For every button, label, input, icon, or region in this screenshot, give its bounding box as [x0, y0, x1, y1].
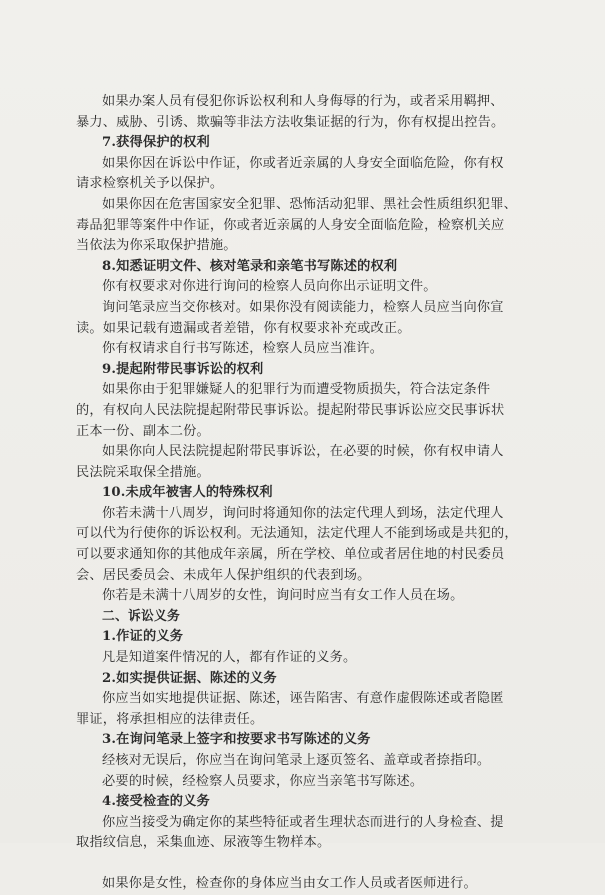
text-line: 如果你因在危害国家安全犯罪、恐怖活动犯罪、黑社会性质组织犯罪、 [102, 196, 518, 212]
text-line: 经核对无误后，你应当在询问笔录上逐页签名、盖章或者捺指印。 [102, 753, 491, 768]
text-line: 如果你因在诉讼中作证，你或者近亲属的人身安全面临危险，你有权 [102, 155, 504, 171]
text-line: 你有权要求对你进行询问的检察人员向你出示证明文件。 [102, 279, 437, 295]
text-line: 的，有权向人民法院提起附带民事诉讼。提起附带民事诉讼应交民事诉状 [76, 402, 505, 418]
text-line: 你应当如实地提供证据、陈述，诬告陷害、有意作虚假陈述或者隐匿 [102, 691, 504, 707]
document-body [76, 92, 536, 895]
chapter-heading: 二、诉讼义务 [102, 608, 180, 624]
paragraph-gap [76, 854, 536, 874]
text-line: 必要的时候，经检察人员要求，你应当亲笔书写陈述。 [102, 773, 424, 789]
section-heading: 4.接受检查的义务 [102, 794, 210, 810]
text-line: 请求检察机关予以保护。 [76, 176, 224, 192]
text-line: 如果你是女性，检查你的身体应当由女工作人员或者医师进行。 [102, 875, 477, 891]
text-line: 读。如果记载有遗漏或者差错，你有权要求补充或改正。 [76, 320, 411, 336]
section-heading: 9.提起附带民事诉讼的权利 [102, 361, 264, 377]
section-heading: 1.作证的义务 [102, 629, 184, 645]
text-line: 当依法为你采取保护措施。 [76, 238, 237, 254]
section-heading: 8.知悉证明文件、核对笔录和亲笔书写陈述的权利 [102, 258, 398, 274]
text-line: 民法院采取保全措施。 [76, 464, 210, 480]
text-line: 正本一份、副本二份。 [76, 423, 210, 439]
text-line: 可以要求通知你的其他成年亲属，所在学校、单位或者居住地的村民委员 [76, 547, 505, 563]
section-heading: 7.获得保护的权利 [102, 135, 210, 151]
text-line: 可以代为行使你的诉讼权利。无法通知，法定代理人不能到场或是共犯的， [76, 526, 518, 542]
section-heading: 2.如实提供证据、陈述的义务 [102, 670, 277, 686]
text-line: 你有权请求自行书写陈述，检察人员应当准许。 [102, 341, 384, 357]
text-line: 凡是知道案件情况的人，都有作证的义务。 [102, 650, 357, 666]
text-line: 取指纹信息，采集血迹、尿液等生物样本。 [76, 835, 331, 851]
text-line: 如果你由于犯罪嫌疑人的犯罪行为而遭受物质损失，符合法定条件 [102, 382, 491, 398]
section-heading: 10.未成年被害人的特殊权利 [102, 485, 273, 501]
text-line: 询问笔录应当交你核对。如果你没有阅读能力，检察人员应当向你宣 [102, 299, 504, 315]
text-line: 你若未满十八周岁，询问时将通知你的法定代理人到场，法定代理人 [102, 505, 504, 521]
text-line: 毒品犯罪等案件中作证，你或者近亲属的人身安全面临危险，检察机关应 [76, 217, 505, 233]
text-line: 你应当接受为确定你的某些特征或者生理状态而进行的人身检查、提 [102, 814, 504, 830]
text-line: 会、居民委员会、未成年人保护组织的代表到场。 [76, 567, 371, 583]
text-line: 如果你向人民法院提起附带民事诉讼，在必要的时候，你有权申请人 [102, 444, 504, 460]
text-line: 如果办案人员有侵犯你诉讼权利和人身侮辱的行为，或者采用羁押、 [102, 94, 504, 109]
section-heading: 3.在询问笔录上签字和按要求书写陈述的义务 [102, 732, 371, 748]
text-line: 你若是未满十八周岁的女性，询问时应当有女工作人员在场。 [102, 588, 464, 604]
text-line: 罪证，将承担相应的法律责任。 [76, 711, 264, 727]
text-line: 暴力、威胁、引诱、欺骗等非法方法收集证据的行为，你有权提出控告。 [76, 114, 505, 130]
